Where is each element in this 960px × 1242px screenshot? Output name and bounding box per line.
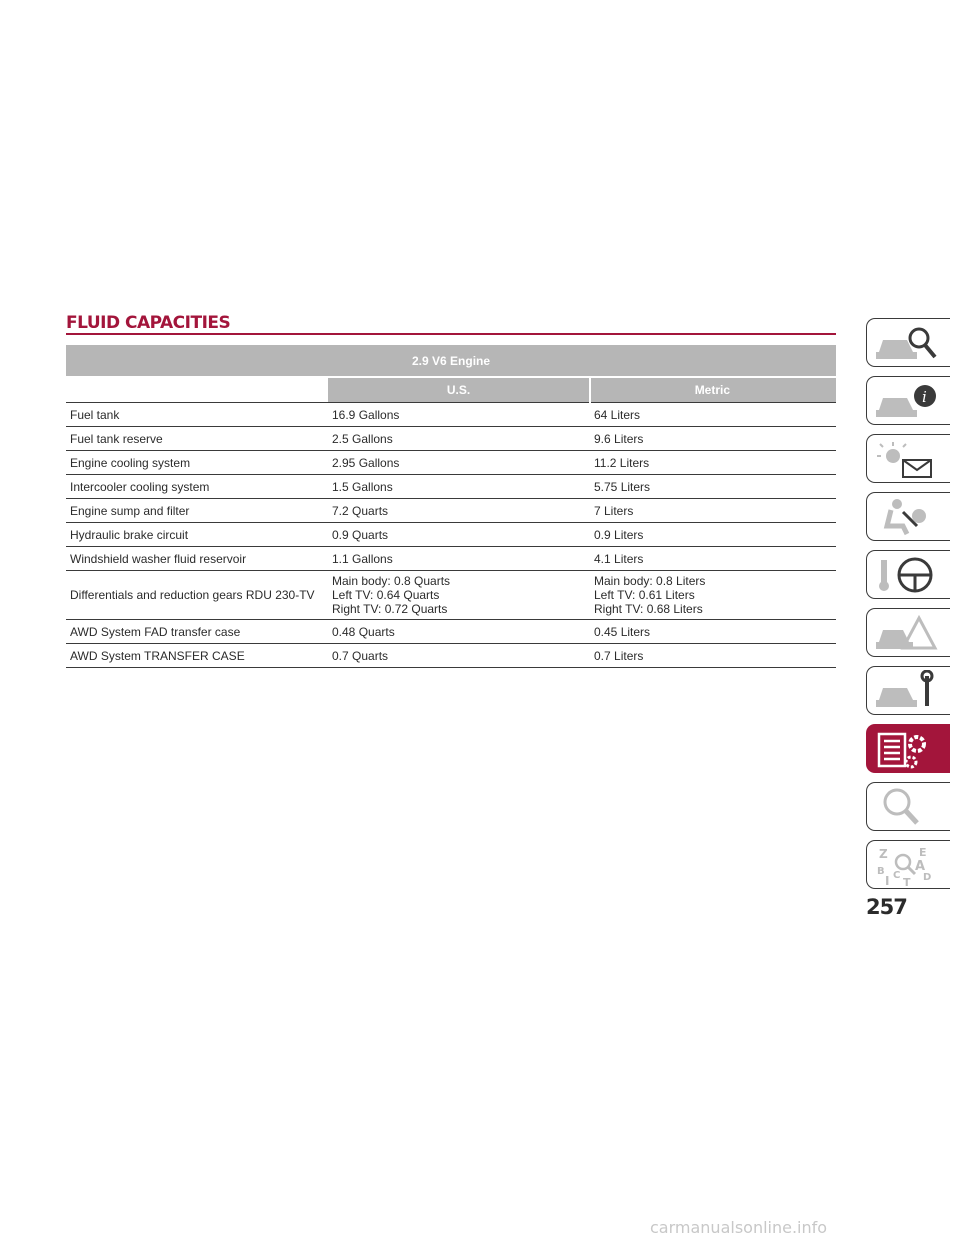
svg-text:E: E xyxy=(919,846,927,859)
row-metric-line: Left TV: 0.61 Liters xyxy=(594,588,695,602)
row-us-value xyxy=(328,403,590,427)
column-header-us: U.S. xyxy=(328,377,590,403)
fluid-capacities-table-wrap xyxy=(66,345,836,668)
side-tab-specifications-gear[interactable] xyxy=(866,724,950,773)
row-us-line: 0.48 Quarts xyxy=(332,624,395,639)
row-us-value xyxy=(328,620,590,644)
row-metric-line: 5.75 Liters xyxy=(594,479,651,494)
section-title: FLUID CAPACITIES xyxy=(66,313,231,333)
watermark: carmanualsonline.info xyxy=(650,1218,828,1237)
row-metric-value xyxy=(590,571,836,620)
engine-header-row xyxy=(66,345,836,377)
row-metric-line: 0.9 Liters xyxy=(594,527,644,542)
svg-text:T: T xyxy=(903,876,911,886)
row-metric-line: 4.1 Liters xyxy=(594,551,644,566)
row-metric-line: 0.7 Liters xyxy=(594,648,644,663)
row-us-value xyxy=(328,571,590,620)
svg-text:I: I xyxy=(885,874,890,886)
fluid-capacities-table xyxy=(66,345,836,668)
row-us-line: 0.9 Quarts xyxy=(332,527,389,542)
svg-text:A: A xyxy=(915,859,926,874)
table-row xyxy=(66,523,836,547)
table-row xyxy=(66,620,836,644)
row-us-value xyxy=(328,475,590,499)
row-us-line: 16.9 Gallons xyxy=(332,407,400,422)
side-tab-airbag-seat[interactable] xyxy=(866,492,950,541)
side-tab-alphabetical-index[interactable] xyxy=(866,840,950,889)
side-tab-car-wrench[interactable] xyxy=(866,666,950,715)
table-row xyxy=(66,451,836,475)
row-us-value xyxy=(328,644,590,668)
row-item-label: Engine sump and filter xyxy=(66,499,328,523)
table-row xyxy=(66,403,836,427)
svg-text:B: B xyxy=(877,866,885,877)
row-us-value xyxy=(328,547,590,571)
row-metric-value xyxy=(590,523,836,547)
table-row xyxy=(66,475,836,499)
svg-text:i: i xyxy=(922,388,927,406)
table-row xyxy=(66,547,836,571)
row-item-label: Fuel tank reserve xyxy=(66,427,328,451)
row-us-line: 1.5 Gallons xyxy=(332,479,393,494)
engine-label: 2.9 V6 Engine xyxy=(66,345,836,377)
row-metric-line: Right TV: 0.68 Liters xyxy=(594,602,703,616)
side-tab-steering-wheel-key[interactable] xyxy=(866,550,950,599)
page-number: 257 xyxy=(866,895,907,919)
side-tab-car-crash-warning[interactable] xyxy=(866,608,950,657)
side-tab-search-magnifier[interactable] xyxy=(866,782,950,831)
row-metric-line: 11.2 Liters xyxy=(594,455,650,470)
side-tab-car-info[interactable] xyxy=(866,376,950,425)
side-tab-warning-light-message[interactable] xyxy=(866,434,950,483)
row-metric-value xyxy=(590,451,836,475)
row-us-line: 0.7 Quarts xyxy=(332,648,389,663)
row-item-label: Differentials and reduction gears RDU 230-TV xyxy=(66,571,328,620)
row-us-line: Right TV: 0.72 Quarts xyxy=(332,602,448,616)
row-metric-value xyxy=(590,475,836,499)
row-metric-value xyxy=(590,427,836,451)
row-metric-line: 9.6 Liters xyxy=(594,431,644,446)
row-us-line: 2.5 Gallons xyxy=(332,431,393,446)
row-us-value xyxy=(328,451,590,475)
row-item-label: Intercooler cooling system xyxy=(66,475,328,499)
row-metric-value xyxy=(590,547,836,571)
column-header-metric: Metric xyxy=(590,377,836,403)
row-us-value xyxy=(328,523,590,547)
row-us-line: 1.1 Gallons xyxy=(332,551,393,566)
side-tab-car-magnifier[interactable] xyxy=(866,318,950,367)
row-metric-line: Main body: 0.8 Liters xyxy=(594,574,706,588)
table-row xyxy=(66,499,836,523)
row-us-line: 7.2 Quarts xyxy=(332,503,389,518)
row-us-line: 2.95 Gallons xyxy=(332,455,400,470)
svg-text:C: C xyxy=(893,870,901,881)
row-item-label: AWD System TRANSFER CASE xyxy=(66,644,328,668)
row-us-value xyxy=(328,499,590,523)
row-item-label: Engine cooling system xyxy=(66,451,328,475)
table-row xyxy=(66,427,836,451)
column-header-item xyxy=(66,377,328,403)
row-us-line: Left TV: 0.64 Quarts xyxy=(332,588,440,602)
row-us-value xyxy=(328,427,590,451)
svg-text:D: D xyxy=(923,872,932,883)
title-rule xyxy=(66,333,836,335)
row-item-label: AWD System FAD transfer case xyxy=(66,620,328,644)
table-row xyxy=(66,644,836,668)
svg-text:Z: Z xyxy=(879,847,888,861)
row-item-label: Windshield washer fluid reservoir xyxy=(66,547,328,571)
row-metric-line: 0.45 Liters xyxy=(594,624,651,639)
table-body xyxy=(66,403,836,668)
table-row xyxy=(66,571,836,620)
row-metric-value xyxy=(590,644,836,668)
row-metric-line: 64 Liters xyxy=(594,407,641,422)
row-metric-value xyxy=(590,499,836,523)
row-metric-value xyxy=(590,620,836,644)
column-header-row xyxy=(66,377,836,403)
row-metric-value xyxy=(590,403,836,427)
row-metric-line: 7 Liters xyxy=(594,503,634,518)
row-item-label: Fuel tank xyxy=(66,403,328,427)
row-us-line: Main body: 0.8 Quarts xyxy=(332,574,451,588)
row-item-label: Hydraulic brake circuit xyxy=(66,523,328,547)
